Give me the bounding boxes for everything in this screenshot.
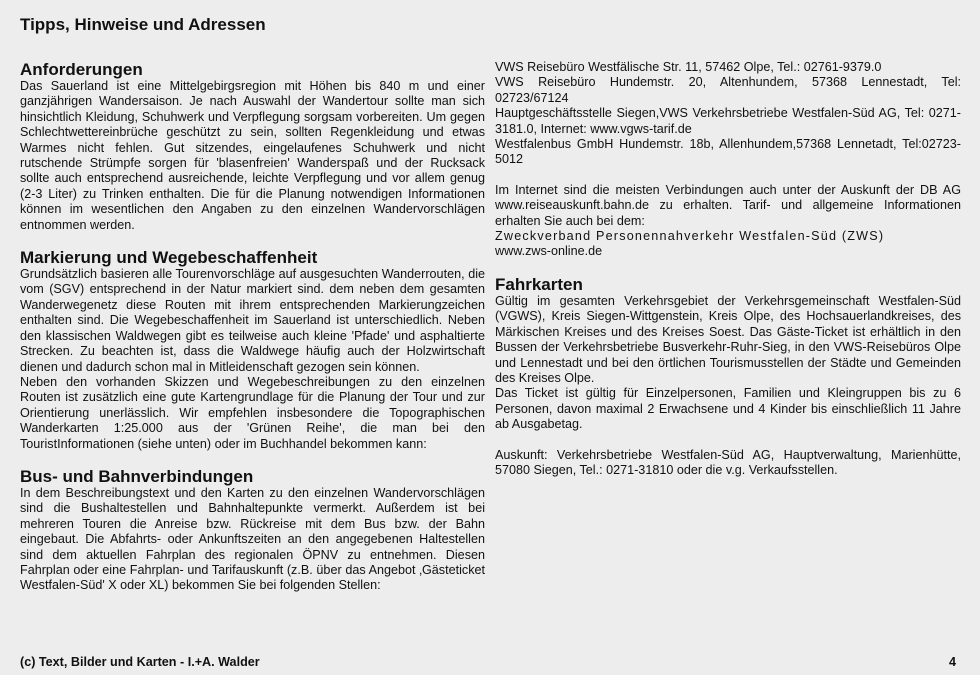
address-vws-siegen: Hauptgeschäftsstelle Siegen,VWS Verkehrsbetriebe Westfalen-Süd AG, Tel: 0271-3181.0, Internet: www.vgws-tarif.de	[495, 106, 961, 136]
page-number: 4	[949, 655, 957, 669]
address-westfalenbus: Westfalenbus GmbH Hundemstr. 18b, Allenhundem,57368 Lennetadt, Tel:02723-5012	[495, 137, 961, 167]
section-internet	[495, 183, 961, 260]
heading-fahrkarten: Fahrkarten	[495, 274, 583, 294]
paragraph-fahrkarten-1: Gültig im gesamten Verkehrsgebiet der Verkehrsgemeinschaft Westfalen-Süd (VGWS), Kreis Siegen-Wittgenstein, Kreis Olpe, des Hochsauerlandkreises, des Märkischen Kreises und des Kreises Soest. Das Gäste-Ticket ist erhältlich in den Bussen der Verkehrsbetriebe Busverkehr-Ruhr-Sieg, in den VWS-Reisebüros Olpe und Lennestadt und bei den örtlichen Tourismusstellen der Städte und Gemeinden des Kreises Olpe.	[495, 293, 961, 385]
heading-bus-bahn: Bus- und Bahnverbindungen	[20, 466, 254, 486]
section-bus-bahn	[20, 467, 485, 594]
paragraph-bus-bahn: In dem Beschreibungstext und den Karten zu den einzelnen Wandervorschlägen sind die Bushaltestellen und Bahnhaltepunkte vermerkt. Außerdem ist bei mehreren Touren die Anreise bzw. Rückreise mit dem Bus bzw. der Bahn eingebaut. Die Abfahrts- oder Ankunftszeiten an den angegebenen Haltestellen sind dem aktuellen Fahrplan des regionalen ÖPNV zu entnehmen. Diesen Fahrplan oder eine Fahrplan- und Tarifauskunft (z.B. über das Angebot ‚Gästeticket Westfalen-Süd' X oder XL) bekommen Sie bei folgenden Stellen:	[20, 485, 485, 593]
paragraph-markierung-2: Neben den vorhanden Skizzen und Wegebeschreibungen zu den einzelnen Routen ist zusätzlich eine gute Kartengrundlage für die Planung der Tour und zur Orientierung unerlässlich. Wir empfehlen insbesondere die Topographischen Wanderkarten 1:25.000 aus der 'Grünen Reihe', die man bei den TouristInformationen (siehe unten) oder im Buchhandel bekommen kann:	[20, 374, 485, 451]
right-column	[495, 60, 961, 478]
address-list	[495, 60, 961, 168]
heading-markierung: Markierung und Wegebeschaffenheit	[20, 248, 318, 268]
address-vws-lennestadt: VWS Reisebüro Hundemstr. 20, Altenhundem, 57368 Lennestadt, Tel: 02723/67124	[495, 75, 961, 105]
section-markierung	[20, 248, 485, 452]
section-anforderungen	[20, 60, 485, 233]
footer-copyright: (c) Text, Bilder und Karten - I.+A. Walder	[20, 655, 260, 669]
heading-anforderungen: Anforderungen	[20, 60, 143, 79]
paragraph-anforderungen: Das Sauerland ist eine Mittelgebirgsregion mit Höhen bis 840 m und einer ganzjährigen Wandersaison. Je nach Auswahl der Wandertour sollte man sich hinsichtlich Kleidung, Schuhwerk und Verpflegung sorgsam vorbereiten. Um gegen Schlechtwettereinbrüche geschützt zu sein, sollten Regenkleidung und etwas Warmes nicht fehlen. Gut sitzendes, eingelaufenes Schuhwerk und nicht rutschende Strümpfe sorgen für 'blasenfreien' Wanderspaß und der Rucksack sollte auch entsprechend ausreichende, leichte Verpflegung und vor allem genug (2-3 Liter) zu Trinken enthalten. Die für die Planung notwendigen Informationen können im wesentlichen den Angaben zu den einzelnen Wandervorschlägen entnommen werden.	[20, 79, 485, 232]
zws-link: www.zws-online.de	[495, 244, 603, 259]
left-column	[20, 60, 485, 594]
paragraph-auskunft: Auskunft: Verkehrsbetriebe Westfalen-Süd AG, Hauptverwaltung, Marienhütte, 57080 Siegen, Tel.: 0271-31810 oder die v.g. Verkaufsstellen.	[495, 447, 961, 477]
zweckverband-name: Zweckverband Personennahverkehr Westfalen-Süd (ZWS)	[495, 229, 885, 244]
address-vws-olpe: VWS Reisebüro Westfälische Str. 11, 57462 Olpe, Tel.: 02761-9379.0	[495, 60, 882, 74]
page-title: Tipps, Hinweise und Adressen	[20, 15, 266, 34]
paragraph-fahrkarten-2: Das Ticket ist gültig für Einzelpersonen, Familien und Kleingruppen bis zu 6 Personen, davon maximal 2 Erwachsene und 4 Kinder bis einschließlich 11 Jahre ab Ausgabetag.	[495, 386, 961, 432]
paragraph-internet: Im Internet sind die meisten Verbindungen auch unter der Auskunft der DB AG www.reiseauskunft.bahn.de zu erhalten. Tarif- und allgemeine Informationen erhalten Sie auch bei dem:	[495, 182, 961, 228]
section-fahrkarten	[495, 275, 961, 478]
paragraph-markierung-1: Grundsätzlich basieren alle Tourenvorschläge auf ausgesuchten Wanderrouten, die vom (SGV) entsprechend in der Natur markiert sind. dem neben dem gesamten Wanderwegenetz diese Routen mit ihrem entsprechenden Markierungzeichen enthalten sind. Die Wegebeschaffenheit im Sauerland ist unterschiedlich. Neben den klassischen Waldwegen gibt es teilweise auch kleine 'Pfade' und asphaltierte Strecken. Zu beachten ist, dass die Waldwege häufig auch der Holzwirtschaft dienen und dadurch schon mal in Mitleidenschaft gezogen sein können.	[20, 267, 485, 374]
